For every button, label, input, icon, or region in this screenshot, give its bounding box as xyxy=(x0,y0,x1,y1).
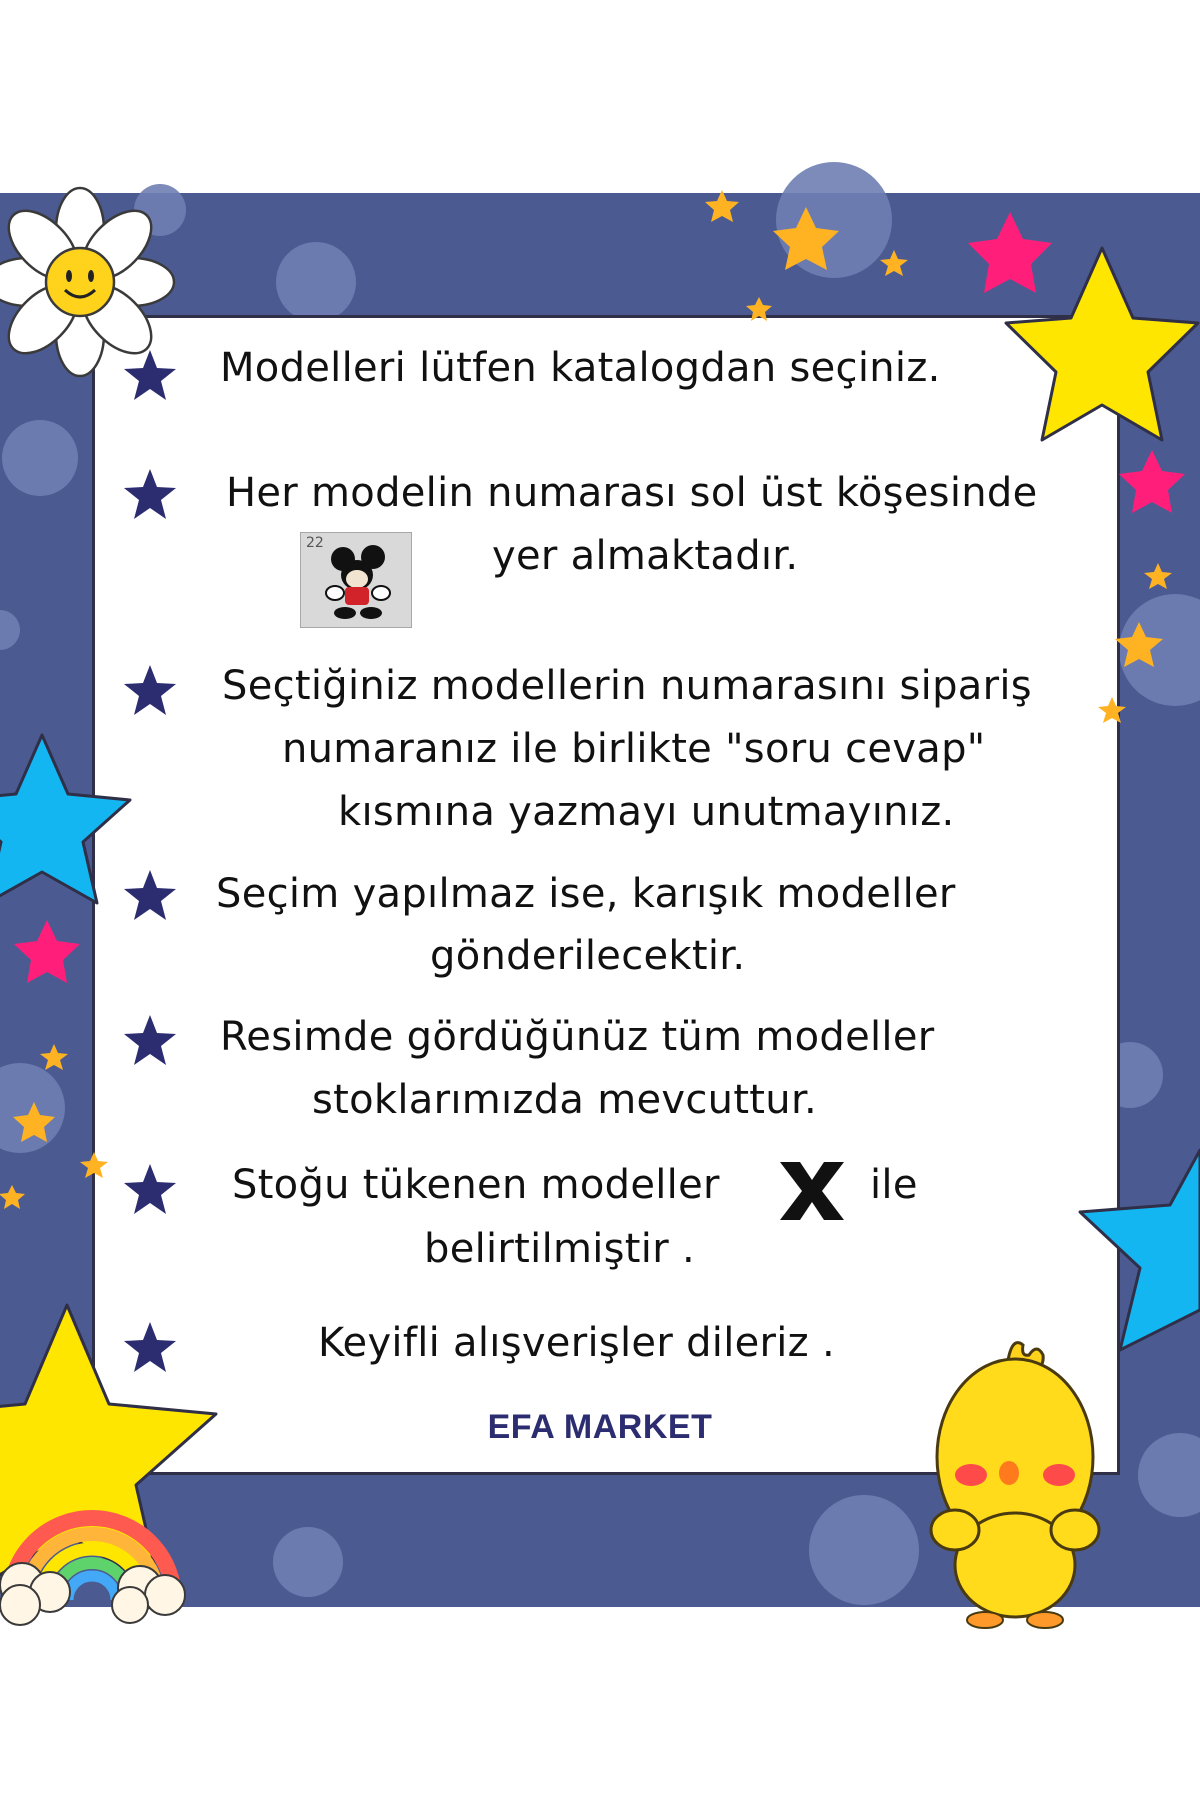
star-bullet-icon xyxy=(122,348,178,404)
instruction-line: yer almaktadır. xyxy=(492,533,799,579)
star-bullet-icon xyxy=(122,663,178,719)
instruction-line: Keyifli alışverişler dileriz . xyxy=(318,1320,836,1366)
instruction-line: Her modelin numarası sol üst köşesinde xyxy=(226,470,1038,516)
star-bullet-icon xyxy=(122,1013,178,1069)
instruction-line: gönderilecektir. xyxy=(430,933,746,979)
instruction-line: Seçim yapılmaz ise, karışık modeller xyxy=(216,871,956,917)
instruction-line: numaranız ile birlikte "soru cevap" xyxy=(282,726,986,772)
instruction-line: Resimde gördüğünüz tüm modeller xyxy=(220,1014,935,1060)
instruction-line: belirtilmiştir . xyxy=(424,1226,695,1272)
x-mark-icon xyxy=(776,1160,848,1222)
instruction-line: Stoğu tükenen modeller xyxy=(232,1162,720,1208)
instruction-line: Modelleri lütfen katalogdan seçiniz. xyxy=(220,345,941,391)
star-bullet-icon xyxy=(122,868,178,924)
brand-label: EFA MARKET xyxy=(487,1408,713,1446)
star-bullet-icon xyxy=(122,1320,178,1376)
instruction-line: stoklarımızda mevcuttur. xyxy=(312,1077,818,1123)
model-number-label: 22 xyxy=(306,535,324,551)
star-bullet-icon xyxy=(122,1162,178,1218)
star-bullet-icon xyxy=(122,467,178,523)
mickey-mouse-figure-icon xyxy=(301,533,411,627)
instruction-line: kısmına yazmayı unutmayınız. xyxy=(338,789,955,835)
instruction-line: Seçtiğiniz modellerin numarasını sipariş xyxy=(222,663,1032,709)
instruction-line: ile xyxy=(870,1162,918,1208)
example-model-thumbnail xyxy=(300,532,412,628)
